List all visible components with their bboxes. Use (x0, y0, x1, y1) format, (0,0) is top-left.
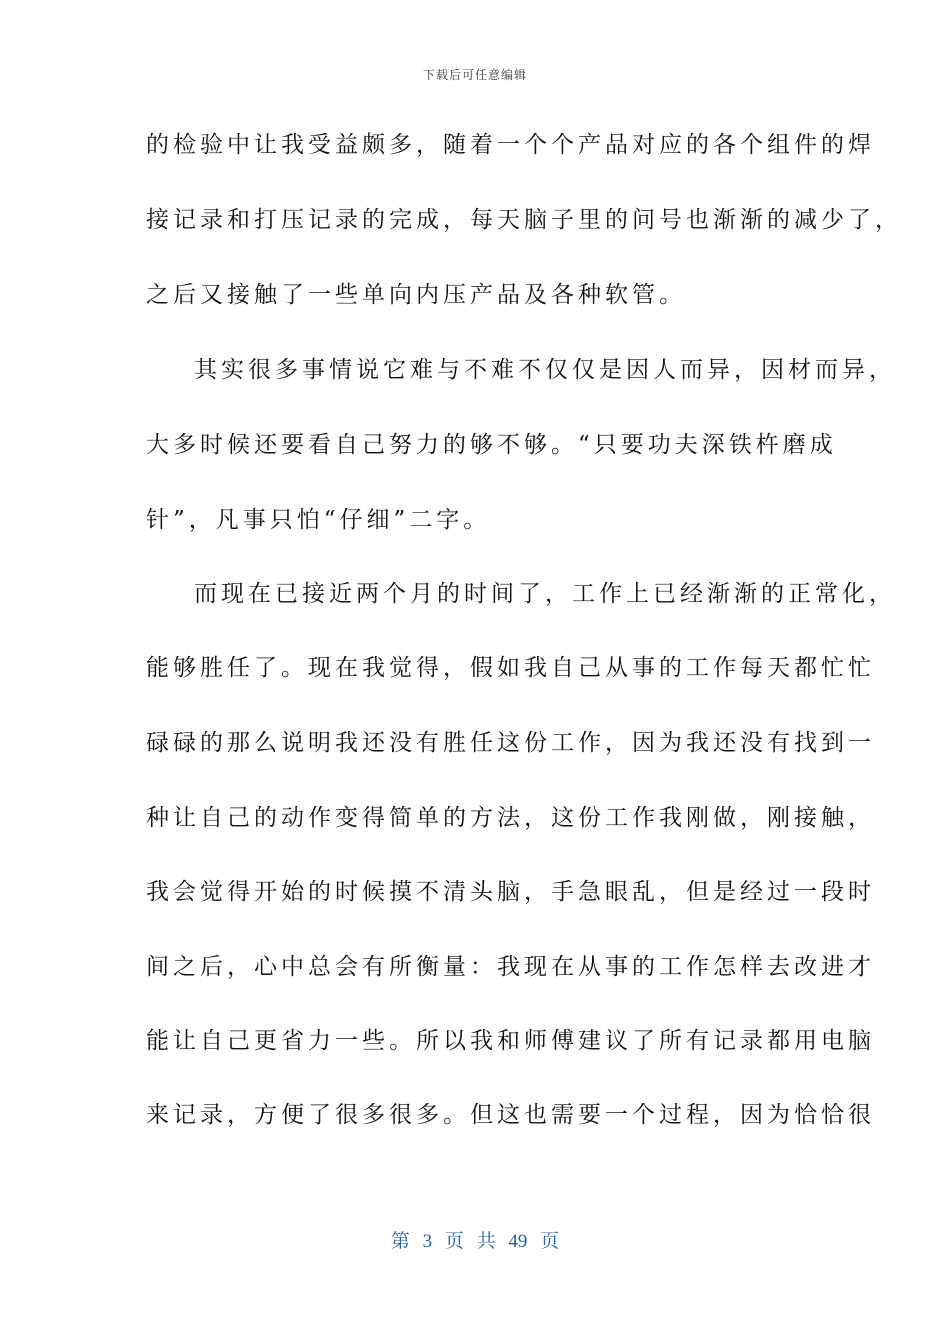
text-line: 间之后，心中总会有所衡量：我现在从事的工作怎样去改进才 (146, 954, 875, 980)
footer-current-page: 3 (422, 1231, 433, 1252)
page-header: 下载后可任意编辑 (422, 68, 527, 82)
paragraph-start-line: 其实很多事情说它难与不难不仅仅是因人而异，因材而异， (194, 357, 896, 383)
text-line: 能够胜任了。现在我觉得，假如我自己从事的工作每天都忙忙 (146, 655, 875, 681)
text-line: 针”，凡事只怕“仔细”二字。 (146, 507, 491, 533)
page-number-footer (0, 1226, 950, 1253)
text-line: 的检验中让我受益颇多，随着一个个产品对应的各个组件的焊 (146, 132, 875, 158)
paragraph-start-line: 而现在已接近两个月的时间了，工作上已经渐渐的正常化， (194, 581, 896, 607)
footer-total-pages: 49 (508, 1231, 528, 1252)
text-line: 之后又接触了一些单向内压产品及各种软管。 (146, 282, 686, 308)
footer-label-total: 共 (476, 1231, 496, 1252)
text-line: 来记录，方便了很多很多。但这也需要一个过程，因为恰恰很 (146, 1102, 875, 1128)
text-line: 碌碌的那么说明我还没有胜任这份工作，因为我还没有找到一 (146, 730, 875, 756)
footer-label-end: 页 (540, 1231, 560, 1252)
text-line: 接记录和打压记录的完成，每天脑子里的问号也渐渐的减少了， (146, 207, 902, 233)
text-line: 种让自己的动作变得简单的方法，这份工作我刚做，刚接触， (146, 805, 875, 831)
footer-label-page: 第 (390, 1231, 410, 1252)
text-line: 大多时候还要看自己努力的够不够。“只要功夫深铁杵磨成 (146, 432, 837, 458)
text-line: 能让自己更省力一些。所以我和师傅建议了所有记录都用电脑 (146, 1028, 875, 1054)
text-line: 我会觉得开始的时候摸不清头脑，手急眼乱，但是经过一段时 (146, 879, 875, 905)
footer-label-of: 页 (444, 1231, 464, 1252)
